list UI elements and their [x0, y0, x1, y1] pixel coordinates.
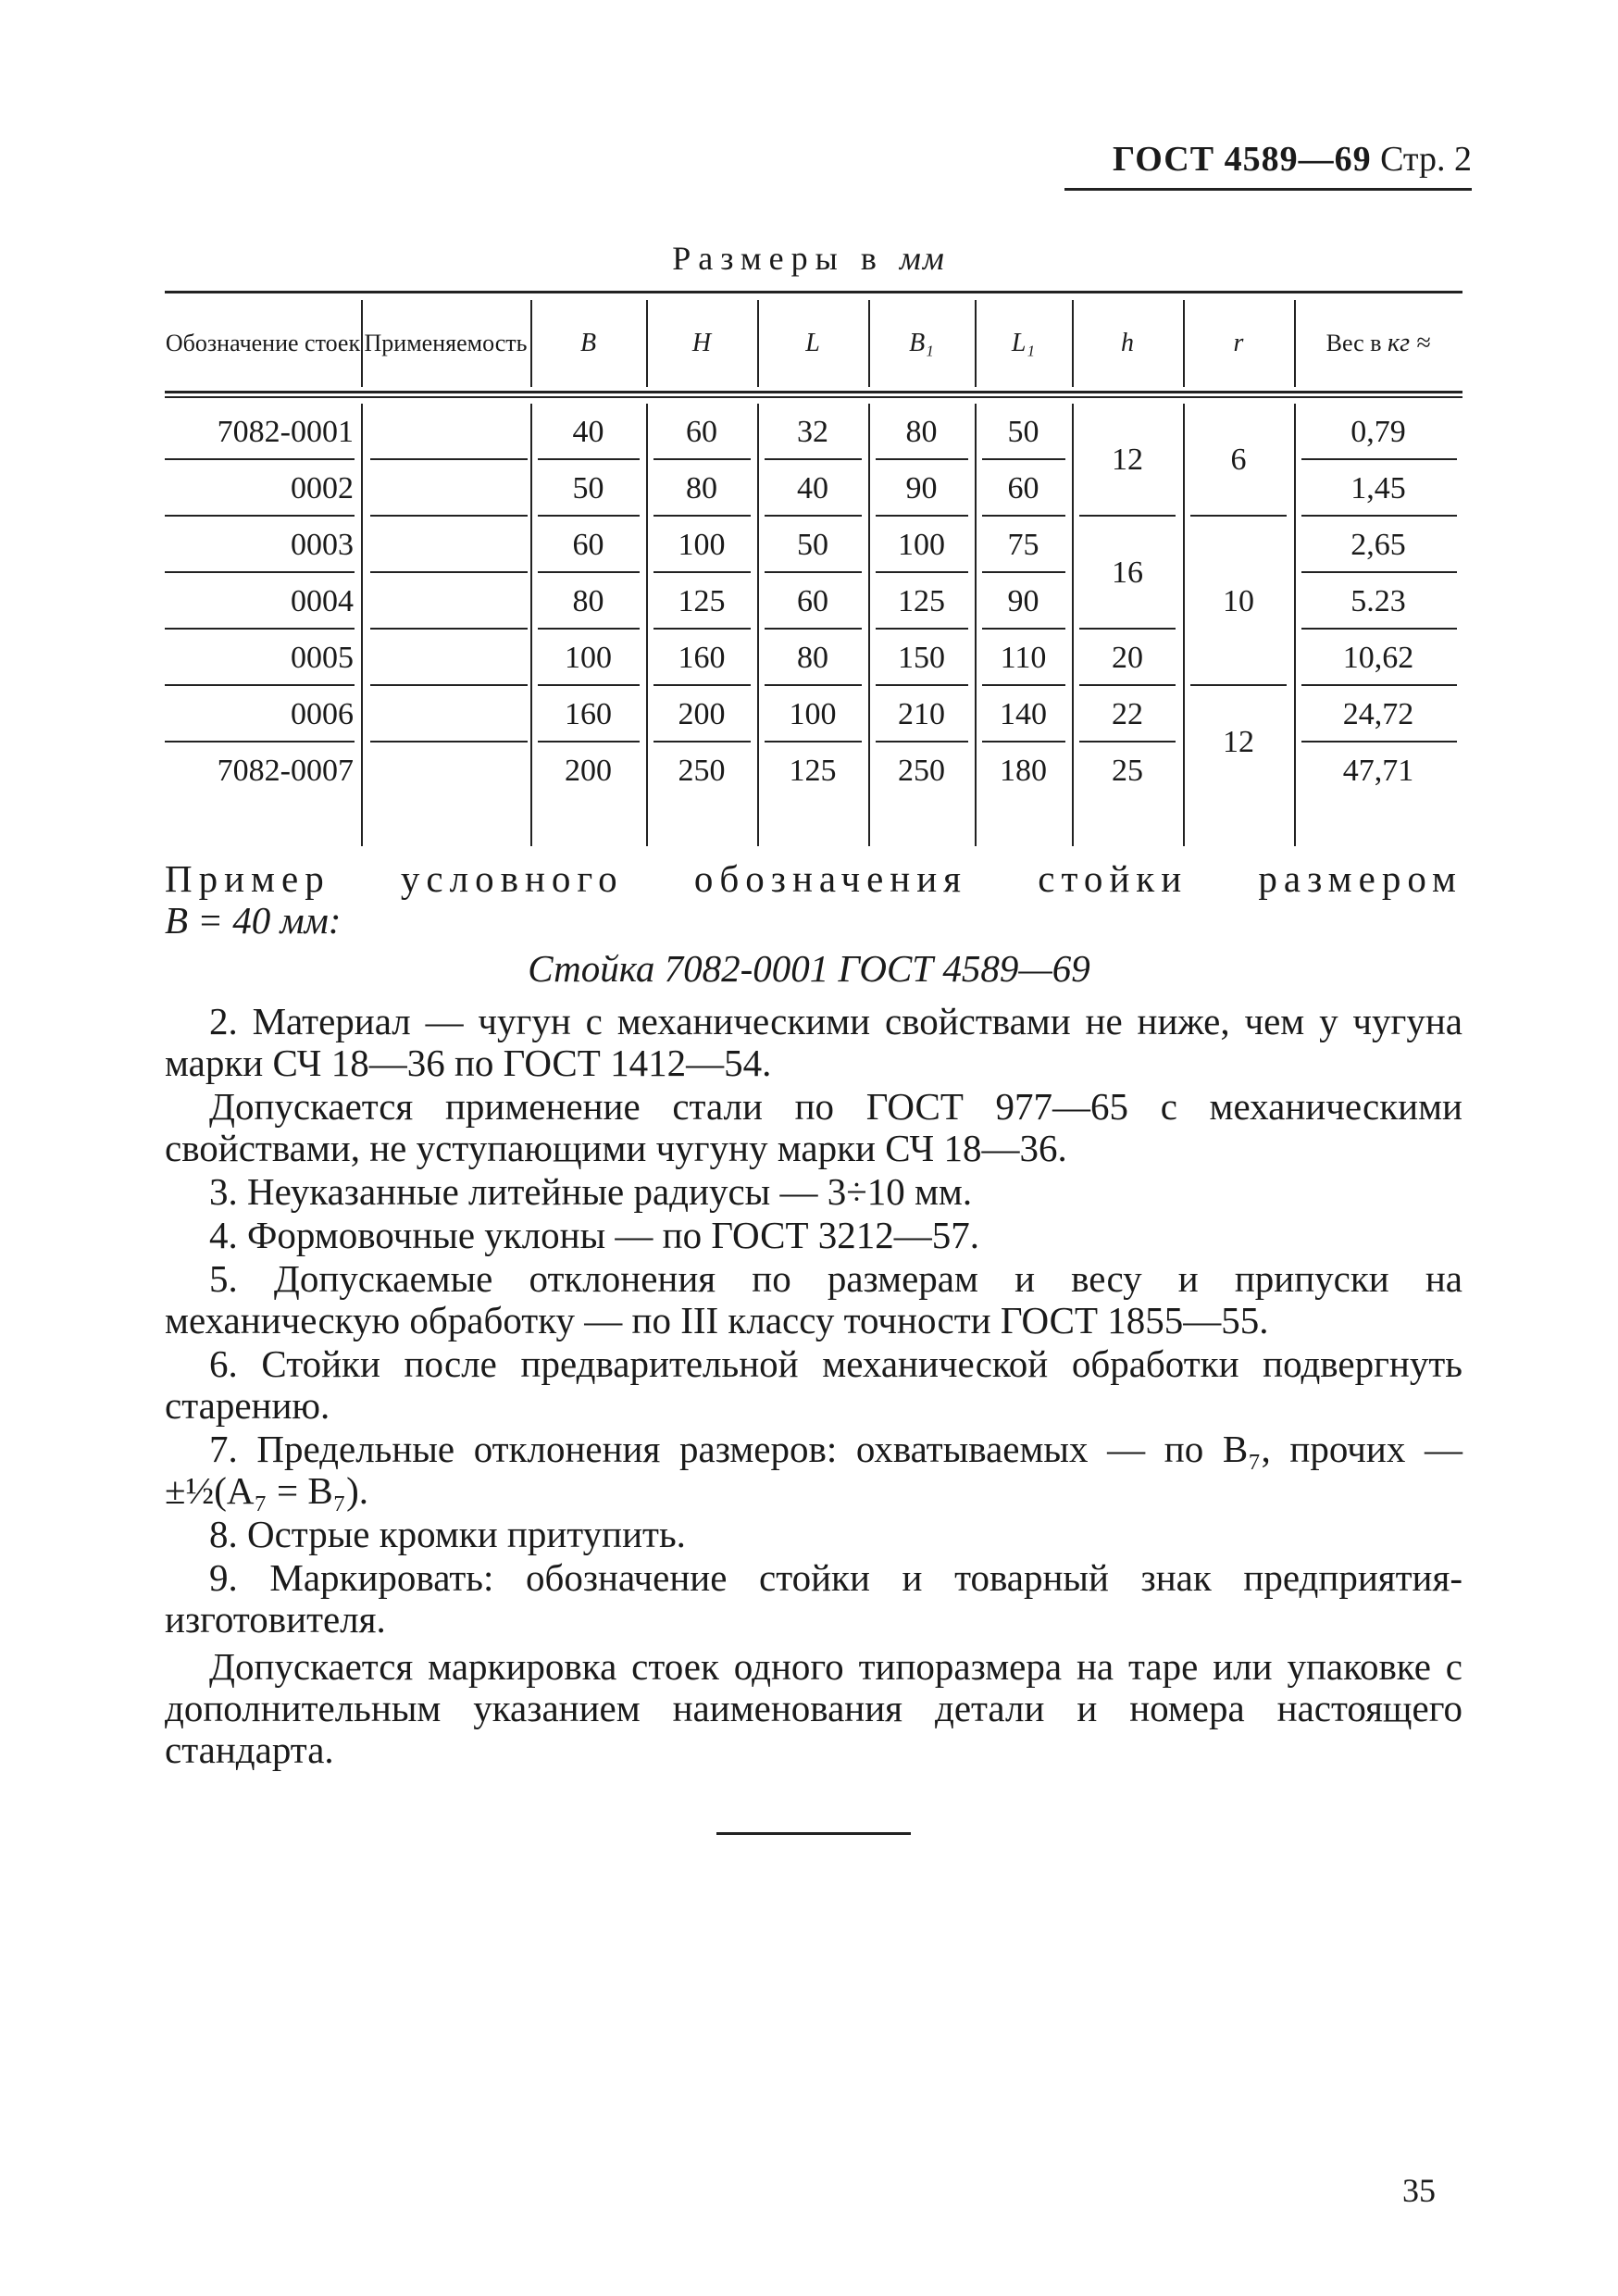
cell-h-group: 25 — [1112, 753, 1143, 788]
cell-h-group: 16 — [1112, 555, 1143, 590]
cell-weight: 24,72 — [1342, 696, 1414, 731]
cell-l: 125 — [789, 753, 837, 788]
cell-h-group: 20 — [1112, 640, 1143, 675]
row-rule — [370, 628, 528, 630]
header-h-lower-label: h — [1121, 329, 1134, 358]
cell-designation: 7082-0001 — [217, 414, 354, 449]
table-vline — [361, 404, 363, 846]
row-rule — [370, 741, 528, 742]
example-intro — [165, 858, 1462, 942]
end-rule — [716, 1832, 911, 1835]
row-rule — [370, 571, 528, 573]
cell-designation: 0005 — [291, 640, 354, 675]
page-number: 35 — [1402, 2172, 1436, 2209]
cell-designation: 0006 — [291, 696, 354, 731]
standard-number: ГОСТ 4589—69 — [1113, 140, 1372, 179]
item-5: 5. Допускаемые отклонения по размерам и весу и припуски на механическую обработку — по III классу точности ГОСТ 1855—55. — [165, 1257, 1462, 1341]
cell-l1: 60 — [1007, 470, 1039, 505]
example-designation: Стойка 7082-0001 ГОСТ 4589—69 — [528, 947, 1090, 990]
example-intro-line2: B = 40 мм: — [165, 899, 342, 942]
cell-b1: 150 — [898, 640, 945, 675]
header-r-label: r — [1233, 329, 1244, 358]
header-b — [530, 300, 646, 387]
header-r — [1183, 300, 1294, 387]
cell-l1: 90 — [1007, 583, 1039, 618]
cell-designation: 0003 — [291, 527, 354, 562]
header-l1 — [975, 300, 1072, 387]
item-2-note: Допускается применение стали по ГОСТ 977—65 с механическими свойствами, не уступающими чугуну марки СЧ 18—36. — [165, 1085, 1462, 1169]
item-6: 6. Стойки после предварительной механической обработки подвергнуть старению. — [165, 1342, 1462, 1427]
cell-h: 80 — [686, 470, 717, 505]
cell-r-group: 12 — [1223, 725, 1254, 759]
cell-h: 250 — [678, 753, 726, 788]
cell-l: 80 — [797, 640, 828, 675]
cell-weight: 47,71 — [1342, 753, 1414, 788]
header-weight-label: Вес в — [1326, 330, 1382, 357]
header-l — [757, 300, 868, 387]
header-h-upper — [646, 300, 757, 387]
header-h-lower — [1072, 300, 1183, 387]
header-b1-label: B₁ — [909, 329, 934, 358]
header-weight-unit: кг ≈ — [1387, 329, 1431, 358]
cell-h: 100 — [678, 527, 726, 562]
cell-b1: 125 — [898, 583, 945, 618]
cell-b: 100 — [565, 640, 612, 675]
header-weight — [1294, 300, 1462, 387]
cell-b1: 100 — [898, 527, 945, 562]
cell-l1: 75 — [1007, 527, 1039, 562]
cell-weight: 1,45 — [1350, 470, 1406, 505]
item-8: 8. Острые кромки притупить. — [209, 1513, 686, 1555]
cell-h-group: 22 — [1112, 696, 1143, 731]
cell-l1: 180 — [1000, 753, 1047, 788]
cell-designation: 7082-0007 — [217, 753, 354, 788]
cell-designation: 0002 — [291, 470, 354, 505]
dimensions-table — [165, 291, 1462, 846]
header-b-label: B — [579, 329, 597, 358]
header-b1 — [868, 300, 975, 387]
cell-b1: 250 — [898, 753, 945, 788]
cell-h-group: 12 — [1112, 443, 1143, 477]
cell-b: 40 — [572, 414, 604, 449]
header-bottom-rule — [165, 391, 1462, 393]
cell-l1: 110 — [1000, 640, 1047, 675]
cell-b1: 210 — [898, 696, 945, 731]
cell-b1: 90 — [905, 470, 938, 505]
cell-r-group: 10 — [1223, 583, 1254, 618]
caption-unit: мм — [899, 240, 946, 277]
cell-l: 32 — [797, 414, 828, 449]
cell-l1: 50 — [1007, 414, 1039, 449]
cell-h: 125 — [678, 583, 726, 618]
header-l1-label: L₁ — [1011, 329, 1036, 358]
cell-r-group: 6 — [1230, 443, 1247, 477]
item-3: 3. Неуказанные литейные радиусы — 3÷10 мм. — [209, 1170, 973, 1213]
row-rule — [370, 515, 528, 517]
cell-l: 40 — [797, 470, 828, 505]
cell-h: 60 — [686, 414, 717, 449]
header-designation: Обозначение стоек — [165, 330, 361, 357]
cell-l: 50 — [797, 527, 828, 562]
cell-weight: 0,79 — [1350, 414, 1406, 449]
cell-h: 200 — [678, 696, 726, 731]
header-double-rule — [165, 396, 1462, 398]
table-caption — [0, 239, 1618, 278]
table-top-rule — [165, 291, 1462, 293]
item-4: 4. Формовочные уклоны — по ГОСТ 3212—57. — [209, 1214, 980, 1256]
row-rule — [370, 684, 528, 686]
cell-b: 60 — [572, 527, 604, 562]
example-intro-line: Пример условного обозначения стойки размером — [165, 857, 1462, 900]
item-2: 2. Материал — чугун с механическими свойствами не ниже, чем у чугуна марки СЧ 18—36 по ГОСТ 1412—54. — [165, 1000, 1462, 1084]
row-rule — [370, 458, 528, 460]
cell-b: 50 — [572, 470, 604, 505]
header-h-upper-label: H — [691, 329, 712, 358]
item-9-note: Допускается маркировка стоек одного типоразмера на таре или упаковке с дополнительным указанием наименования детали и номера настоящего стандарта. — [165, 1645, 1462, 1771]
items-block — [165, 1001, 1462, 1771]
page-header — [1064, 139, 1472, 180]
cell-weight: 10,62 — [1342, 640, 1414, 675]
cell-h: 160 — [678, 640, 726, 675]
item-9: 9. Маркировать: обозначение стойки и товарный знак предприятия-изготовителя. — [165, 1556, 1462, 1641]
cell-b1: 80 — [905, 414, 938, 449]
item-7: 7. Предельные отклонения размеров: охватываемых — по B₇, прочих — ±½(A₇ = B₇). — [165, 1428, 1462, 1512]
cell-weight: 2,65 — [1350, 527, 1406, 562]
cell-l: 60 — [797, 583, 828, 618]
cell-l1: 140 — [1000, 696, 1047, 731]
header-rule — [1064, 188, 1472, 191]
cell-weight: 5.23 — [1350, 583, 1406, 618]
cell-designation: 0004 — [291, 583, 354, 618]
cell-b: 80 — [572, 583, 604, 618]
cell-b: 200 — [565, 753, 612, 788]
caption-text: Размеры в — [672, 240, 884, 277]
page-label: Стр. 2 — [1380, 140, 1472, 179]
cell-b: 160 — [565, 696, 612, 731]
header-applicability: Применяемость — [364, 330, 528, 357]
cell-l: 100 — [789, 696, 837, 731]
header-l-label: L — [805, 329, 820, 358]
